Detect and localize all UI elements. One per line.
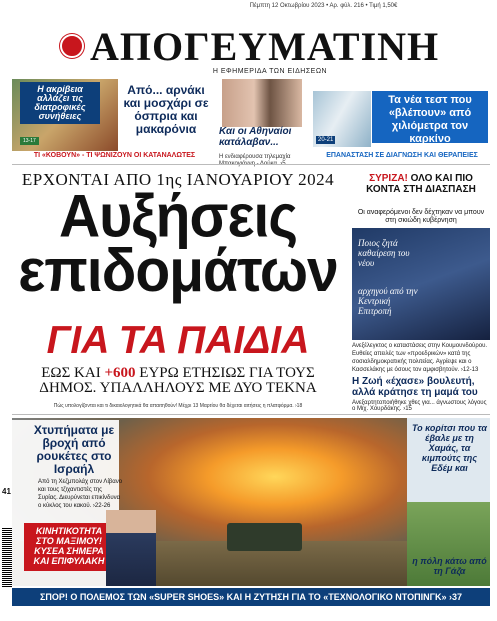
war-red-box[interactable]: ΚΙΝΗΤΙΚΟΤΗΤΑ ΣΤΟ ΜΑΞΙΜΟΥ! ΚΥΣΕΑ ΣΗΜΕΡΑ ΚΑΙ ΕΠΙΦΥΛΑΚΗ bbox=[24, 523, 114, 571]
kibbutz-top-text[interactable]: Το κορίτσι που τα έβαλε με τη Χαμάς, τα κιμπούτς της Εδέμ και bbox=[412, 423, 487, 473]
lead-deck-part: ΕΩΣ ΚΑΙ bbox=[41, 365, 101, 381]
lead-headline-line1: Αυξήσεις bbox=[58, 183, 298, 251]
syriza-kicker[interactable] bbox=[352, 173, 490, 195]
teaser-food-headline[interactable]: Από... αρνάκι και μοσχάρι σε όσπρια και μακαρόνια bbox=[123, 83, 209, 136]
issue-info: Πέμπτη 12 Οκτωβρίου 2023 • Αρ. φύλ. 216 • Τιμή 1,50€ bbox=[249, 3, 398, 9]
teaser-health-headline[interactable]: Τα νέα τεστ που «βλέπουν» από χιλιόμετρα τον καρκίνο bbox=[372, 91, 488, 143]
teaser-health-strap: ΕΠΑΝΑΣΤΑΣΗ ΣΕ ΔΙΑΓΝΩΣΗ ΚΑΙ ΘΕΡΑΠΕΙΕΣ bbox=[326, 152, 478, 159]
teaser-health-image bbox=[313, 91, 371, 147]
lead-deck bbox=[12, 366, 344, 396]
syriza-quote-1: Ποιος ζητά καθαίρεση του νέου bbox=[358, 238, 410, 268]
syriza-kicker-text: ΟΛΟ ΚΑΙ ΠΙΟ ΚΟΝΤΑ ΣΤΗ ΔΙΑΣΠΑΣΗ bbox=[366, 173, 476, 195]
lead-deck-amount: +600 bbox=[104, 365, 136, 381]
teaser-food-strap: ΤΙ «ΚΟΒΟΥΝ» - ΤΙ ΨΩΝΙΖΟΥΝ ΟΙ ΚΑΤΑΝΑΛΩΤΕΣ bbox=[33, 152, 196, 159]
syriza-kicker-red: ΣΥΡΙΖΑ! bbox=[369, 173, 408, 184]
lead-headline-red: ΓΙΑ ΤΑ ΠΑΙΔΙΑ bbox=[46, 319, 310, 362]
lead-kicker: ΕΡΧΟΝΤΑΙ ΑΠΟ 1ης ΙΑΝΟΥΑΡΙΟΥ 2024 bbox=[21, 170, 335, 189]
divider bbox=[12, 414, 490, 415]
sports-footer[interactable]: ΣΠΟΡ! Ο ΠΟΛΕΜΟΣ ΤΩΝ «SUPER SHOES» ΚΑΙ Η ΖΥΤΗΣΗ ΓΙΑ ΤΟ «ΤΕΧΝΟΛΟΓΙΚΟ ΝΤΟΠΙΝΓΚ» ›37 bbox=[12, 588, 490, 606]
war-deck: Από τη Χεζμπολάχ στον Λίβανο και τους τζιχαντιστές της Συρίας. Διευρύνεται επικίνδυνα ο κύκλος του κακού. ›22-26 bbox=[38, 479, 123, 509]
teaser-politics-photo bbox=[222, 79, 302, 127]
barcode bbox=[2, 528, 12, 588]
masthead-title: ΑΠΟΓΕΥΜΑΤΙΝΗ bbox=[90, 24, 440, 69]
lead-small-text: Πώς υπολογίζονται και τι δικαιολογητικά θα απαιτηθούν! Μέχρι 13 Μαρτίου θα δέχεται αιτήσεις η πλατφόρμα. ›18 bbox=[53, 403, 303, 409]
politician-photo bbox=[106, 510, 156, 586]
syriza-deck: Οι αναφερόμενοι δεν δέχτηκαν να μπουν στη σκιώδη κυβέρνηση bbox=[357, 209, 485, 224]
lead-headline-line2: επιδομάτων bbox=[18, 237, 338, 305]
teaser-politics-strap: Η ενδιαφέρουσα τηλεμαχία bbox=[219, 154, 291, 160]
logo-emblem-icon bbox=[60, 34, 84, 58]
divider bbox=[12, 164, 490, 165]
lead-headline[interactable] bbox=[12, 183, 344, 305]
syriza-quote-2: αρχηγού από την Κεντρική Επιτροπή bbox=[358, 286, 418, 316]
teaser-health-pages: 20-21 bbox=[318, 137, 334, 143]
teaser-politics-headline[interactable]: Και οι Αθηναίοι κατάλαβαν... bbox=[219, 126, 292, 148]
lead-deck-rest: ΕΥΡΩ ΕΤΗΣΙΩΣ ΓΙΑ ΤΟΥΣ ΔΗΜΟΣ. ΥΠΑΛΛΗΛΟΥΣ ΜΕ ΔΥΟ ΤΕΚΝΑ bbox=[39, 365, 317, 396]
tank-shape bbox=[227, 523, 302, 551]
war-kicker[interactable]: Χτυπήματα με βροχή από ρουκέτες στο Ισραήλ bbox=[33, 423, 115, 476]
issue-number: 41 bbox=[2, 487, 11, 496]
teaser-food-pages: 13-17 bbox=[20, 137, 39, 145]
zoi-deck: Ανεξαρτητοποιήθηκε χθες για... άγνωστους λόγους ο Μιχ. Χουρδάκης. ›15 bbox=[352, 400, 487, 412]
teaser-food-caption: Η ακρίβεια αλλάζει τις διατροφικές συνήθειες bbox=[20, 82, 100, 124]
syriza-body: Ανεξέλεγκτος ο καταστάσεις στην Κουμουνδούρου. Ευθείες απειλές των «προεδρικών» κατά της σοσιαλδημοκρατικής πολιτείας. Αγρίεψε και ο Κασσελάκης με όσους τον αμφισβητούν. ›12-13 bbox=[352, 343, 488, 373]
teaser-food-image[interactable] bbox=[12, 79, 118, 151]
zoi-kicker[interactable]: Η Ζωή «έχασε» βουλευτή, αλλά κράτησε τη μαμά του bbox=[352, 376, 478, 398]
masthead-subtitle: Η ΕΦΗΜΕΡΙΔΑ ΤΩΝ ΕΙΔΗΣΕΩΝ bbox=[212, 68, 328, 75]
kibbutz-bottom-text: η πόλη κάτω από τη Γάζα bbox=[412, 556, 487, 576]
